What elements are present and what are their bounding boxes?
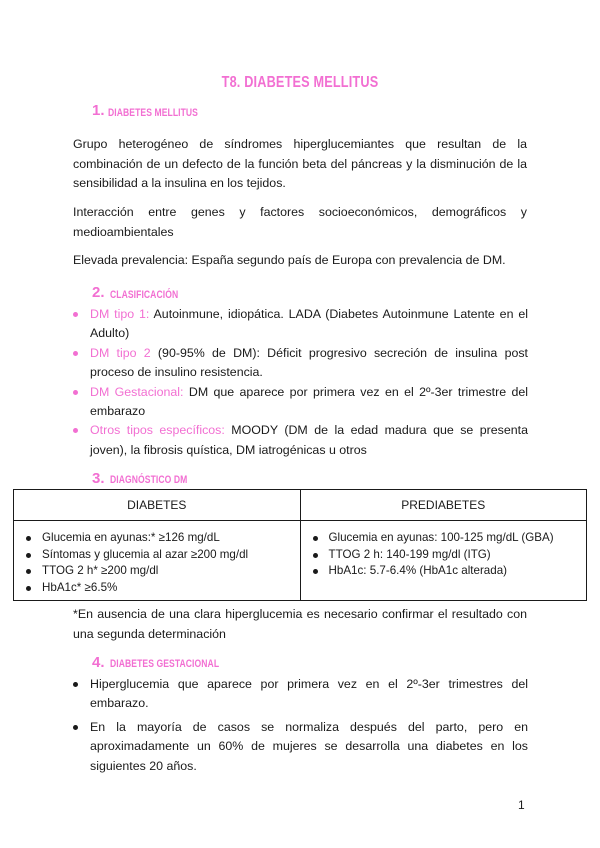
classification-text: MOODY (DM de la edad madura que se presenta joven), la fibrosis quística, DM iatrogénicas u otros — [90, 423, 528, 457]
gestational-text: En la mayoría de casos se normaliza después del parto, pero en aproximadamente un 60% de mujeres se desarrolla una diabetes en los siguientes 20 años. — [90, 719, 528, 773]
diagnosis-table — [13, 489, 587, 601]
section-1-heading: DIABETES MELLITUS — [108, 107, 198, 119]
section-3-number: 3. — [92, 470, 105, 487]
bullet-icon — [26, 536, 31, 541]
gestational-text: Hiperglucemia que aparece por primera vez en el 2º-3er trimestres del embarazo. — [90, 677, 528, 711]
table-list-item — [309, 563, 579, 580]
page-number: 1 — [518, 798, 525, 812]
table-list-item — [22, 547, 292, 564]
list-item — [90, 305, 528, 344]
table-list-item — [22, 580, 292, 597]
table-list-item — [309, 530, 579, 547]
diabetes-criteria-cell — [14, 521, 301, 601]
classification-term: DM tipo 1: — [90, 307, 150, 321]
criterion-text: Glucemia en ayunas: 100-125 mg/dL (GBA) — [328, 531, 554, 544]
classification-term: DM tipo 2 — [90, 345, 151, 360]
section-4-number: 4. — [92, 654, 105, 671]
bullet-icon — [73, 312, 78, 317]
table-list-item — [22, 563, 292, 580]
section-1-paragraph-1: Grupo heterogéneo de síndromes hiperglucemiantes que resultan de la combinación de un defecto de la función beta del páncreas y la disminución de la sensibilidad a la insulina en los tejidos. — [73, 137, 527, 191]
criterion-text: HbA1c* ≥6.5% — [42, 580, 118, 594]
bullet-icon — [313, 536, 318, 541]
list-item — [90, 675, 528, 714]
section-3-heading: DIAGNÓSTICO DM — [110, 474, 188, 486]
criterion-text: HbA1c: 5.7-6.4% (HbA1c alterada) — [328, 564, 508, 578]
list-item — [90, 718, 528, 776]
table-list-item — [22, 530, 292, 547]
bullet-icon — [26, 569, 31, 574]
classification-term: DM Gestacional: — [90, 384, 184, 399]
table-header-prediabetes: PREDIABETES — [300, 490, 587, 521]
classification-text: DM que aparece por primera vez en el 2º-3er trimestre del embarazo — [90, 384, 528, 419]
criterion-text: TTOG 2 h* ≥200 mg/dl — [42, 564, 159, 578]
section-2-heading: CLASIFICACIÓN — [110, 289, 179, 301]
section-1-number: 1. — [92, 102, 105, 119]
criterion-text: TTOG 2 h: 140-199 mg/dl (ITG) — [328, 547, 491, 561]
table-list-item — [309, 547, 579, 564]
classification-text: (90-95% de DM): Déficit progresivo secreción de insulina post proceso de insulino resistencia. — [90, 345, 528, 380]
criterion-text: Síntomas y glucemia al azar ≥200 mg/dl — [42, 547, 249, 561]
bullet-icon — [26, 586, 31, 591]
bullet-icon — [73, 682, 78, 687]
diagnosis-footnote: *En ausencia de una clara hiperglucemia es necesario confirmar el resultado con una segunda determinación — [73, 607, 527, 641]
bullet-icon — [73, 725, 78, 730]
bullet-icon — [313, 553, 318, 558]
list-item — [90, 421, 528, 460]
list-item — [90, 383, 528, 422]
document-title: T8. DIABETES MELLITUS — [221, 74, 379, 91]
gestational-list — [90, 675, 528, 776]
section-1-paragraph-2: Interacción entre genes y factores socioeconómicos, demográficos y medioambientales — [73, 205, 527, 239]
section-4-heading: DIABETES GESTACIONAL — [110, 658, 220, 670]
section-1-paragraph-3: Elevada prevalencia: España segundo país de Europa con prevalencia de DM. — [73, 253, 506, 267]
bullet-icon — [313, 569, 318, 574]
classification-list — [90, 305, 528, 460]
prediabetes-criteria-cell — [300, 521, 587, 601]
bullet-icon — [73, 351, 78, 356]
section-2-number: 2. — [92, 284, 105, 301]
bullet-icon — [73, 390, 78, 395]
list-item — [90, 344, 528, 383]
classification-text: Autoinmune, idiopática. LADA (Diabetes Autoinmune Latente en el Adulto) — [90, 307, 528, 341]
bullet-icon — [26, 553, 31, 558]
criterion-text: Glucemia en ayunas:* ≥126 mg/dL — [42, 531, 220, 544]
table-header-diabetes: DIABETES — [14, 490, 301, 521]
classification-term: Otros tipos específicos: — [90, 423, 225, 438]
bullet-icon — [73, 428, 78, 433]
